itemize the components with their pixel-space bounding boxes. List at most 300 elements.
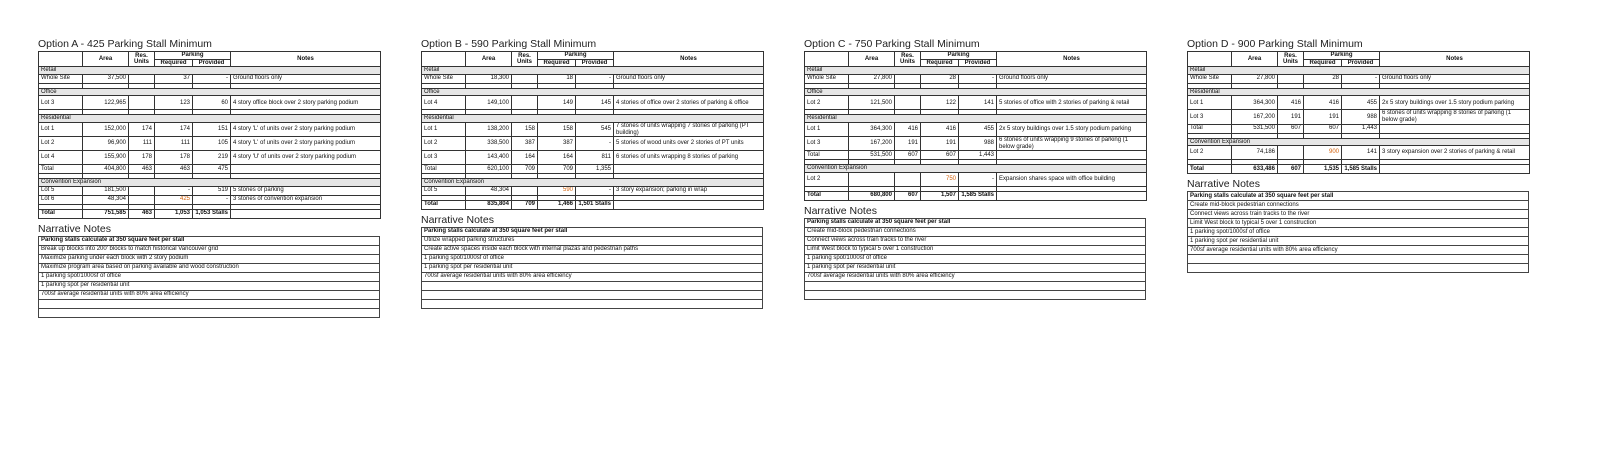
provided-cell: 151 xyxy=(193,122,231,136)
lot-cell: Total xyxy=(805,151,849,160)
area-cell: 181,500 xyxy=(83,186,129,195)
narrative-note: Parking stalls calculate at 350 square feet per stall xyxy=(422,227,763,236)
section-label: Convention Expansion xyxy=(39,178,381,186)
area-cell: 27,800 xyxy=(1232,74,1278,83)
header-area: Area xyxy=(1232,52,1278,67)
notes-cell: Ground floors only xyxy=(1380,74,1530,83)
total-area: 835,804 xyxy=(466,200,512,209)
header-required: Required xyxy=(1304,59,1342,67)
table-row xyxy=(1188,146,1530,160)
header-blank xyxy=(1188,52,1232,67)
total-provided: 1,501 Stalls xyxy=(576,200,614,209)
narrative-note xyxy=(805,290,1146,299)
res-units-cell: 416 xyxy=(1278,96,1304,110)
narrative-note xyxy=(422,281,763,290)
narrative-note: Parking stalls calculate at 350 square feet per stall xyxy=(1188,192,1529,201)
total-row xyxy=(1188,165,1530,174)
header-area: Area xyxy=(849,52,895,67)
required-cell: 28 xyxy=(1304,74,1342,83)
header-required: Required xyxy=(155,59,193,67)
narrative-note: 1 parking spot per residential unit xyxy=(805,263,1146,272)
parking-table xyxy=(804,51,1147,201)
section-label: Convention Expansion xyxy=(422,179,764,187)
narrative-row xyxy=(422,254,763,263)
header-parking: Parking xyxy=(155,52,231,60)
notes-cell xyxy=(231,164,381,173)
res-units-cell: 158 xyxy=(512,122,538,136)
total-provided: 1,585 Stalls xyxy=(959,191,997,200)
section-label: Office xyxy=(422,88,764,96)
section-label: Residential xyxy=(805,115,1147,123)
option-title: Option D - 900 Parking Stall Minimum xyxy=(1187,38,1363,50)
lot-cell: Lot 6 xyxy=(39,195,83,204)
narrative-note: 700sf average residential units with 80% area efficiency xyxy=(39,290,380,299)
lot-cell: Lot 1 xyxy=(805,122,849,136)
narrative-note: Connect views across train tracks to the river xyxy=(1188,210,1529,219)
narrative-row xyxy=(1188,192,1529,201)
provided-cell: 60 xyxy=(193,96,231,110)
narrative-note xyxy=(39,308,380,317)
section-header-row xyxy=(39,115,381,123)
narrative-note xyxy=(1188,255,1529,264)
lot-cell: Lot 2 xyxy=(422,137,466,151)
narrative-note: Create mid-block pedestrian connections xyxy=(1188,201,1529,210)
narrative-row xyxy=(39,299,380,308)
provided-cell: 141 xyxy=(1342,146,1380,160)
parking-table xyxy=(38,51,381,219)
header-res-units: Res. Units xyxy=(512,52,538,67)
required-cell: 709 xyxy=(538,165,576,174)
res-units-cell: 709 xyxy=(512,165,538,174)
header-res-units: Res. Units xyxy=(895,52,921,67)
header-notes: Notes xyxy=(1380,52,1530,67)
required-cell: 111 xyxy=(155,136,193,150)
lot-cell: Lot 2 xyxy=(1188,146,1232,160)
narrative-note: 1 parking spot per residential unit xyxy=(39,281,380,290)
provided-cell: 1,443 xyxy=(959,151,997,160)
res-units-cell xyxy=(1278,146,1304,160)
area-cell: 48,304 xyxy=(83,195,129,204)
header-notes: Notes xyxy=(231,52,381,67)
lot-cell: Total xyxy=(1188,124,1232,133)
notes-cell: 7 stories of units wrapping 7 stories of parking (PT building) xyxy=(614,122,764,136)
narrative-note: 1 parking spot per residential unit xyxy=(422,263,763,272)
required-cell: 18 xyxy=(538,74,576,83)
provided-cell: - xyxy=(193,195,231,204)
area-cell: 338,500 xyxy=(466,137,512,151)
provided-cell: 475 xyxy=(193,164,231,173)
section-header-row xyxy=(422,179,764,187)
narrative-row xyxy=(39,290,380,299)
notes-cell: 6 stories of units wrapping 8 stories of parking (1 below grade) xyxy=(1380,110,1530,124)
header-res-units: Res. Units xyxy=(1278,52,1304,67)
narrative-row xyxy=(805,272,1146,281)
narrative-note xyxy=(1188,264,1529,273)
section-label: Office xyxy=(805,88,1147,96)
required-cell: 191 xyxy=(1304,110,1342,124)
table-row xyxy=(805,96,1147,110)
narrative-note: Limit West block to typical 5 over 1 construction xyxy=(805,245,1146,254)
res-units-cell: 463 xyxy=(129,164,155,173)
required-cell: 607 xyxy=(1304,124,1342,133)
area-cell: 364,300 xyxy=(1232,96,1278,110)
total-res-units: 607 xyxy=(1278,165,1304,174)
header-parking: Parking xyxy=(1304,52,1380,60)
section-label: Office xyxy=(39,88,381,96)
notes-cell: Ground floors only xyxy=(614,74,764,83)
section-header-row xyxy=(805,88,1147,96)
lot-cell: Whole Site xyxy=(805,74,849,83)
notes-cell: 6 stories of units wrapping 9 stories of parking (1 below grade) xyxy=(997,136,1147,150)
narrative-notes-table xyxy=(1187,191,1529,273)
notes-cell: 4 story 'U' of units over 2 story parking podium xyxy=(231,150,381,164)
section-label: Retail xyxy=(422,67,764,75)
res-units-cell: 416 xyxy=(895,122,921,136)
total-label: Total xyxy=(805,191,849,200)
table-row xyxy=(422,74,764,83)
option-title: Option C - 750 Parking Stall Minimum xyxy=(804,38,980,50)
section-header-row xyxy=(39,178,381,186)
required-cell: 37 xyxy=(155,74,193,83)
lot-cell: Lot 3 xyxy=(39,96,83,110)
total-res-units: 709 xyxy=(512,200,538,209)
provided-cell: - xyxy=(1342,74,1380,83)
total-provided: 1,053 Stalls xyxy=(193,209,231,218)
narrative-row xyxy=(1188,210,1529,219)
section-header-row xyxy=(39,67,381,75)
header-blank xyxy=(422,52,466,67)
table-row xyxy=(805,74,1147,83)
provided-cell: 141 xyxy=(959,96,997,110)
narrative-row xyxy=(422,227,763,236)
narrative-row xyxy=(422,245,763,254)
provided-cell: 145 xyxy=(576,96,614,110)
provided-cell: - xyxy=(576,137,614,151)
required-cell: 607 xyxy=(921,151,959,160)
res-units-cell xyxy=(129,195,155,204)
lot-cell: Total xyxy=(422,165,466,174)
table-row xyxy=(39,150,381,164)
header-provided: Provided xyxy=(959,59,997,67)
narrative-row xyxy=(1188,246,1529,255)
section-label: Retail xyxy=(805,67,1147,75)
table-row xyxy=(805,136,1147,150)
res-units-cell: 164 xyxy=(512,151,538,165)
table-row xyxy=(39,96,381,110)
res-units-cell: 191 xyxy=(1278,110,1304,124)
required-cell: - xyxy=(155,186,193,195)
narrative-row xyxy=(1188,228,1529,237)
area-cell: 167,200 xyxy=(849,136,895,150)
narrative-notes-table xyxy=(421,227,763,309)
table-row xyxy=(422,151,764,165)
provided-cell: 545 xyxy=(576,122,614,136)
notes-cell: 5 stories of wood units over 2 stories of PT units xyxy=(614,137,764,151)
section-header-row xyxy=(1188,138,1530,146)
narrative-title: Narrative Notes xyxy=(804,204,877,217)
notes-cell: 5 stories of office with 2 stories of parking & retail xyxy=(997,96,1147,110)
area-cell: 96,900 xyxy=(83,136,129,150)
notes-cell: 3 story expansion over 2 stories of parking & retail xyxy=(1380,146,1530,160)
total-res-units: 463 xyxy=(129,209,155,218)
narrative-note: Create active spaces inside each block with internal plazas and pedestrian paths xyxy=(422,245,763,254)
area-cell: 155,900 xyxy=(83,150,129,164)
lot-cell: Lot 1 xyxy=(39,122,83,136)
narrative-row xyxy=(1188,255,1529,264)
total-notes xyxy=(1380,165,1530,174)
narrative-note: 700sf average residential units with 80% area efficiency xyxy=(805,272,1146,281)
required-cell: 387 xyxy=(538,137,576,151)
provided-cell: 988 xyxy=(959,136,997,150)
res-units-cell xyxy=(512,74,538,83)
table-row xyxy=(39,195,381,204)
res-units-cell xyxy=(129,74,155,83)
header-parking: Parking xyxy=(921,52,997,60)
narrative-row xyxy=(805,218,1146,227)
narrative-note: Connect views across train tracks to the river xyxy=(805,236,1146,245)
narrative-note: Parking stalls calculate at 350 square feet per stall xyxy=(805,218,1146,227)
total-label: Total xyxy=(422,200,466,209)
provided-cell: 519 xyxy=(193,186,231,195)
provided-cell: 105 xyxy=(193,136,231,150)
area-cell: 121,500 xyxy=(849,96,895,110)
area-cell: 122,965 xyxy=(83,96,129,110)
narrative-note: Create mid-block pedestrian connections xyxy=(805,227,1146,236)
total-label: Total xyxy=(1188,165,1232,174)
total-row xyxy=(805,191,1147,200)
required-cell: 149 xyxy=(538,96,576,110)
table-header-row xyxy=(805,52,1147,60)
required-cell: 590 xyxy=(538,186,576,195)
lot-cell: Lot 4 xyxy=(39,150,83,164)
narrative-row xyxy=(805,254,1146,263)
area-cell: 37,500 xyxy=(83,74,129,83)
header-area: Area xyxy=(466,52,512,67)
parking-table xyxy=(1187,51,1530,174)
area-cell: 404,800 xyxy=(83,164,129,173)
narrative-note: Parking stalls calculate at 350 square feet per stall xyxy=(39,236,380,245)
provided-cell: 811 xyxy=(576,151,614,165)
required-cell: 191 xyxy=(921,136,959,150)
required-cell: 750 xyxy=(921,172,959,186)
narrative-note: Maximize program area based on parking available and wood construction xyxy=(39,263,380,272)
total-row xyxy=(422,200,764,209)
narrative-row xyxy=(39,254,380,263)
narrative-note: Utilize wrapped parking structures xyxy=(422,236,763,245)
table-row xyxy=(422,96,764,110)
header-provided: Provided xyxy=(576,59,614,67)
area-cell: 167,200 xyxy=(1232,110,1278,124)
notes-cell: Ground floors only xyxy=(997,74,1147,83)
notes-cell xyxy=(614,165,764,174)
required-cell: 463 xyxy=(155,164,193,173)
provided-cell: - xyxy=(193,74,231,83)
section-header-row xyxy=(1188,67,1530,75)
lot-cell: Lot 3 xyxy=(805,136,849,150)
section-label: Residential xyxy=(39,115,381,123)
header-required: Required xyxy=(538,59,576,67)
narrative-row xyxy=(1188,237,1529,246)
area-cell: 74,186 xyxy=(1232,146,1278,160)
narrative-row xyxy=(422,290,763,299)
table-row xyxy=(39,186,381,195)
table-header-row xyxy=(39,52,381,60)
narrative-note xyxy=(805,281,1146,290)
total-area: 751,585 xyxy=(83,209,129,218)
lot-cell: Lot 1 xyxy=(1188,96,1232,110)
table-row xyxy=(1188,124,1530,133)
area-cell xyxy=(849,172,895,186)
narrative-note xyxy=(422,290,763,299)
required-cell: 178 xyxy=(155,150,193,164)
option-panel xyxy=(38,38,380,318)
table-row xyxy=(39,74,381,83)
narrative-row xyxy=(39,263,380,272)
narrative-row xyxy=(422,263,763,272)
section-header-row xyxy=(422,115,764,123)
res-units-cell: 174 xyxy=(129,122,155,136)
res-units-cell xyxy=(895,172,921,186)
table-row xyxy=(1188,74,1530,83)
narrative-row xyxy=(39,281,380,290)
required-cell: 425 xyxy=(155,195,193,204)
area-cell: 620,100 xyxy=(466,165,512,174)
narrative-row xyxy=(422,281,763,290)
area-cell: 143,400 xyxy=(466,151,512,165)
lot-cell: Lot 2 xyxy=(805,96,849,110)
section-label: Retail xyxy=(39,67,381,75)
table-row xyxy=(805,151,1147,160)
narrative-row xyxy=(805,281,1146,290)
section-header-row xyxy=(805,165,1147,173)
table-row xyxy=(39,122,381,136)
narrative-note xyxy=(39,299,380,308)
area-cell: 27,800 xyxy=(849,74,895,83)
section-header-row xyxy=(805,67,1147,75)
total-area: 680,800 xyxy=(849,191,895,200)
header-notes: Notes xyxy=(997,52,1147,67)
table-row xyxy=(39,164,381,173)
notes-cell: 4 stories of office over 2 stories of parking & office xyxy=(614,96,764,110)
narrative-row xyxy=(1188,264,1529,273)
lot-cell: Total xyxy=(39,164,83,173)
parking-table xyxy=(421,51,764,210)
narrative-note: 700sf average residential units with 80% area efficiency xyxy=(422,272,763,281)
lot-cell: Lot 2 xyxy=(39,136,83,150)
header-blank xyxy=(805,52,849,67)
required-cell: 28 xyxy=(921,74,959,83)
area-cell: 18,300 xyxy=(466,74,512,83)
option-panel xyxy=(421,38,763,309)
table-row xyxy=(422,186,764,195)
narrative-title: Narrative Notes xyxy=(38,222,111,235)
header-blank xyxy=(39,52,83,67)
section-header-row xyxy=(1188,88,1530,96)
section-label: Residential xyxy=(422,115,764,123)
total-notes xyxy=(231,209,381,218)
header-res-units: Res. Units xyxy=(129,52,155,67)
required-cell: 122 xyxy=(921,96,959,110)
provided-cell: 455 xyxy=(1342,96,1380,110)
narrative-note: 700sf average residential units with 80% area efficiency xyxy=(1188,246,1529,255)
narrative-note: 1 parking spot/1000sf of office xyxy=(805,254,1146,263)
notes-cell xyxy=(997,151,1147,160)
table-header-row xyxy=(422,52,764,60)
narrative-note: Limit West block to typical 5 over 1 construction xyxy=(1188,219,1529,228)
section-header-row xyxy=(39,88,381,96)
narrative-note xyxy=(422,299,763,308)
total-provided: 1,585 Stalls xyxy=(1342,165,1380,174)
narrative-note: 1 parking spot per residential unit xyxy=(1188,237,1529,246)
notes-cell: 3 stories of convention expansion xyxy=(231,195,381,204)
section-header-row xyxy=(422,88,764,96)
narrative-note: 1 parking spot/1000sf of office xyxy=(39,272,380,281)
table-row xyxy=(39,136,381,150)
res-units-cell xyxy=(129,96,155,110)
table-row xyxy=(422,165,764,174)
narrative-row xyxy=(805,290,1146,299)
narrative-row xyxy=(1188,201,1529,210)
notes-cell: 3 story expansion; parking in wrap xyxy=(614,186,764,195)
required-cell: 416 xyxy=(921,122,959,136)
area-cell: 48,304 xyxy=(466,186,512,195)
narrative-row xyxy=(805,227,1146,236)
narrative-notes-table xyxy=(804,218,1146,300)
header-parking: Parking xyxy=(538,52,614,60)
option-title: Option B - 590 Parking Stall Minimum xyxy=(421,38,597,50)
table-row xyxy=(1188,96,1530,110)
area-cell: 531,500 xyxy=(849,151,895,160)
narrative-row xyxy=(422,236,763,245)
lot-cell: Lot 2 xyxy=(805,172,849,186)
lot-cell: Whole Site xyxy=(422,74,466,83)
provided-cell: 455 xyxy=(959,122,997,136)
narrative-row xyxy=(39,308,380,317)
header-provided: Provided xyxy=(1342,59,1380,67)
res-units-cell xyxy=(129,186,155,195)
total-required: 1,507 xyxy=(921,191,959,200)
notes-cell: 4 story 'L' of units over 2 story parking podium xyxy=(231,122,381,136)
lot-cell: Whole Site xyxy=(39,74,83,83)
narrative-row xyxy=(805,263,1146,272)
narrative-row xyxy=(805,245,1146,254)
section-header-row xyxy=(805,115,1147,123)
option-title: Option A - 425 Parking Stall Minimum xyxy=(38,38,212,50)
total-notes xyxy=(997,191,1147,200)
notes-cell: 5 stories of parking xyxy=(231,186,381,195)
notes-cell: Ground floors only xyxy=(231,74,381,83)
narrative-row xyxy=(805,236,1146,245)
required-cell: 174 xyxy=(155,122,193,136)
section-header-row xyxy=(422,67,764,75)
notes-cell: 2x 5 story buildings over 1.5 story podium parking xyxy=(997,122,1147,136)
total-required: 1,466 xyxy=(538,200,576,209)
table-row xyxy=(1188,110,1530,124)
provided-cell: 1,443 xyxy=(1342,124,1380,133)
notes-cell: 4 story 'L' of units over 2 story parking podium xyxy=(231,136,381,150)
header-required: Required xyxy=(921,59,959,67)
res-units-cell: 111 xyxy=(129,136,155,150)
narrative-row xyxy=(39,236,380,245)
total-notes xyxy=(614,200,764,209)
narrative-note: Maximize parking under each block with 2 story podium xyxy=(39,254,380,263)
res-units-cell: 387 xyxy=(512,137,538,151)
res-units-cell xyxy=(895,74,921,83)
header-notes: Notes xyxy=(614,52,764,67)
area-cell: 364,300 xyxy=(849,122,895,136)
narrative-row xyxy=(39,272,380,281)
area-cell: 149,100 xyxy=(466,96,512,110)
